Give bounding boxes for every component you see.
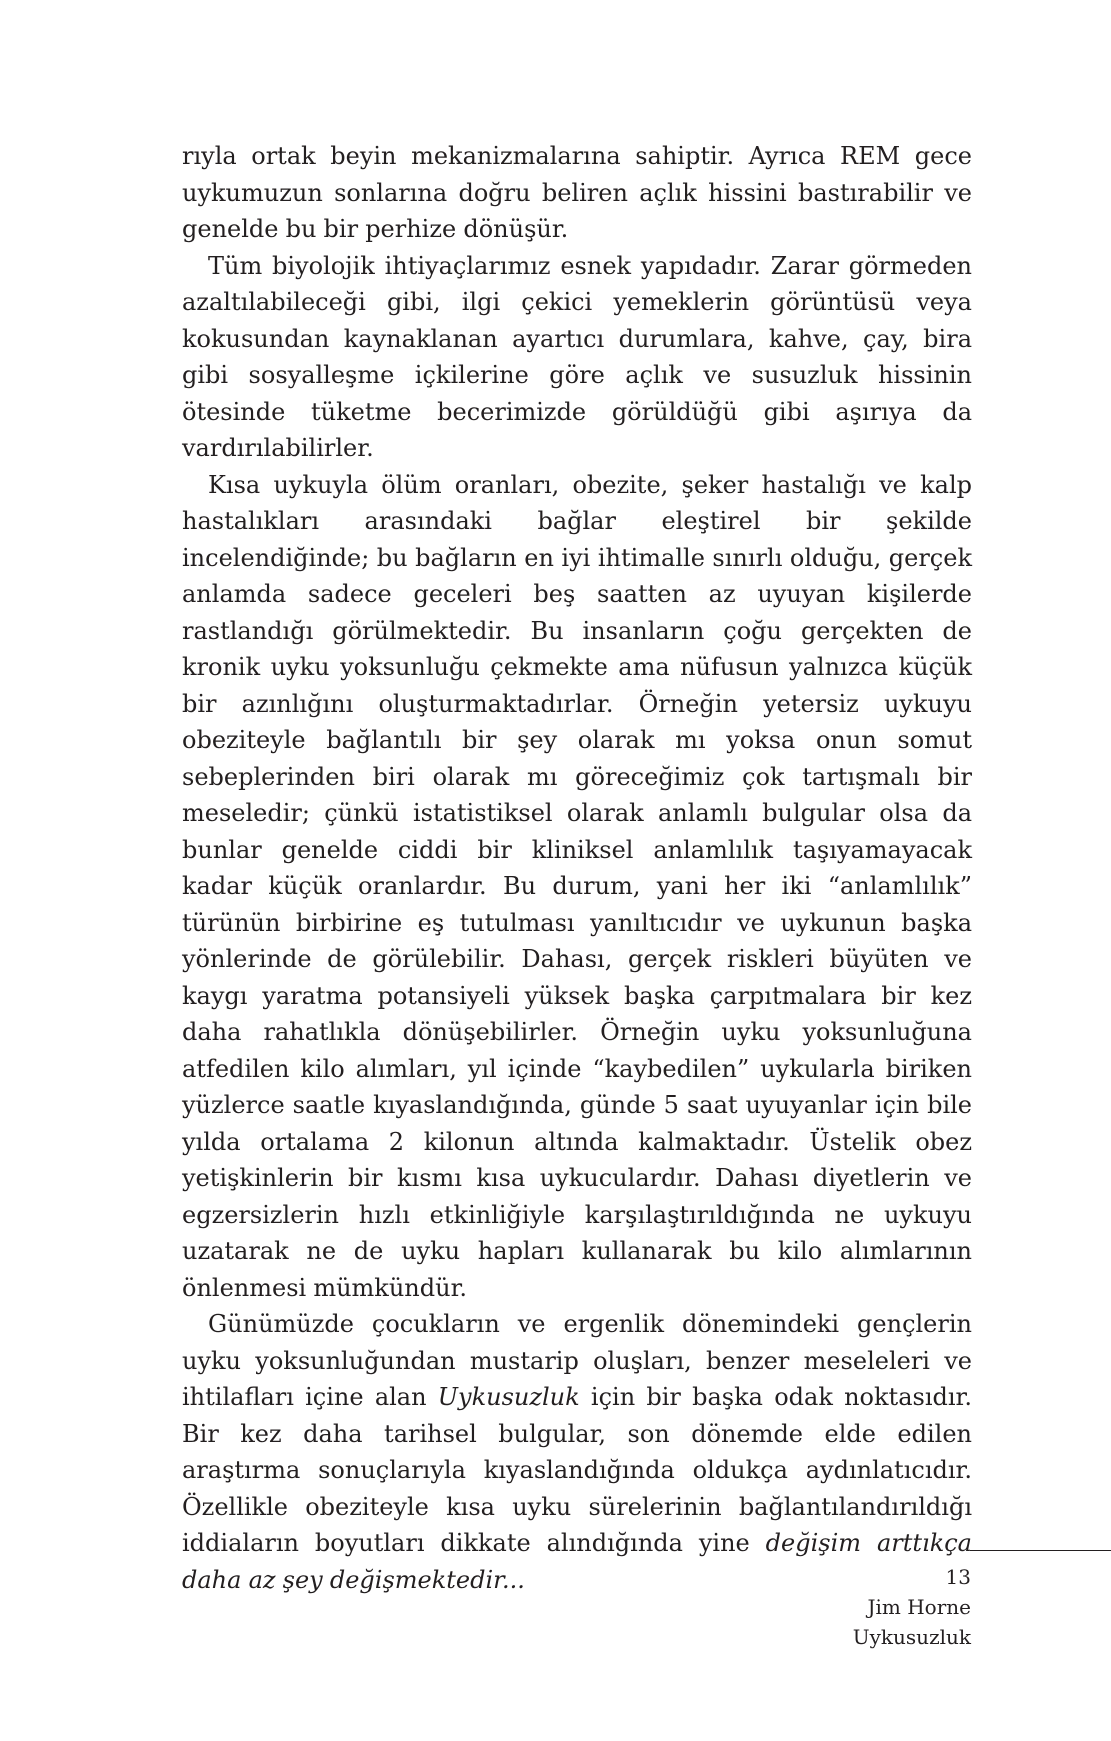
paragraph-4 bbox=[182, 1306, 972, 1598]
body-text bbox=[182, 138, 972, 1598]
footer-divider bbox=[970, 1550, 1111, 1551]
author-name: Jim Horne bbox=[867, 1595, 971, 1619]
page-footer bbox=[853, 1562, 971, 1652]
paragraph-3 bbox=[182, 467, 972, 1307]
paragraph-4-italic-title: Uykusuzluk bbox=[437, 1383, 580, 1411]
paragraph-4-text-b: için bir başka odak noktasıdır. Bir kez daha tarihsel bulgular, son dönemde elde edilen araştırma sonuçlarıyla kıyaslandığında oldukça aydınlatıcıdır. Özellikle obeziteyle kısa uyku sürelerinin bağlantılandırıldığı iddiaların boyutları dikkate alındığında yine bbox=[182, 1383, 972, 1557]
paragraph-4-text-a: Günümüzde çocukların ve ergenlik dönemindeki gençlerin uyku yoksunluğundan mustarip oluşları, benzer meseleleri ve ihtilafları içine alan bbox=[182, 1310, 972, 1411]
paragraph-2-text: Tüm biyolojik ihtiyaçlarımız esnek yapıdadır. Zarar görmeden azaltılabileceği gibi, ilgi çekici yemeklerin görüntüsü veya kokusundan kaynaklanan ayartıcı durumlara, kahve, çay, bira gibi sosyalleşme içkilerine göre açlık ve susuzluk hissinin ötesinde tüketme becerimizde görüldüğü gibi aşırıya da vardırılabilirler. bbox=[182, 251, 972, 462]
paragraph-3-text: Kısa uykuyla ölüm oranları, obezite, şeker hastalığı ve kalp hastalıkları arasındaki bağlar eleştirel bir şekilde incelendiğinde; bu bağların en iyi ihtimalle sınırlı olduğu, gerçek anlamda sadece geceleri beş saatten az uyuyan kişilerde rastlandığı görülmektedir. Bu insanların çoğu gerçekten de kronik uyku yoksunluğu çekmekte ama nüfusun yalnızca küçük bir azınlığını oluşturmaktadırlar. Örneğin yetersiz uykuyu obeziteyle bağlantılı bir şey olarak mı yoksa onun somut sebeplerinden biri olarak mı göreceğimiz çok tartışmalı bir meseledir; çünkü istatistiksel olarak anlamlı bulgular olsa da bunlar genelde ciddi bir kliniksel anlamlılık taşıyamayacak kadar küçük oranlardır. Bu durum, yani her iki “anlamlılık” türünün birbirine eş tutulması yanıltıcıdır ve uykunun başka yönlerinde de görülebilir. Dahası, gerçek riskleri büyüten ve kaygı yaratma potansiyeli yüksek başka çarpıtmalara bir kez daha rahatlıkla dönüşebilirler. Örneğin uyku yoksunluğuna atfedilen kilo alımları, yıl içinde “kaybedilen” uykularla biriken yüzlerce saatle kıyaslandığında, günde 5 saat uyuyanlar için bile yılda ortalama 2 kilonun altında kalmaktadır. Üstelik obez yetişkinlerin bir kısmı kısa uykuculardır. Dahası diyetlerin ve egzersizlerin hızlı etkinliğiyle karşılaştırıldığında ne uykuyu uzatarak ne de uyku hapları kullanarak bu kilo alımlarının önlenmesi mümkündür. bbox=[182, 470, 972, 1302]
book-title: Uykusuzluk bbox=[852, 1625, 971, 1649]
paragraph-1 bbox=[182, 138, 972, 248]
paragraph-2 bbox=[182, 248, 972, 467]
page-number: 13 bbox=[945, 1565, 971, 1589]
paragraph-4-italic-phrase: değişim arttıkça daha az şey değişmektedir... bbox=[182, 1529, 972, 1594]
paragraph-1-text: rıyla ortak beyin mekanizmalarına sahiptir. Ayrıca REM gece uykumuzun sonlarına doğru beliren açlık hissini bastırabilir ve genelde bu bir perhize dönüşür. bbox=[182, 142, 972, 243]
